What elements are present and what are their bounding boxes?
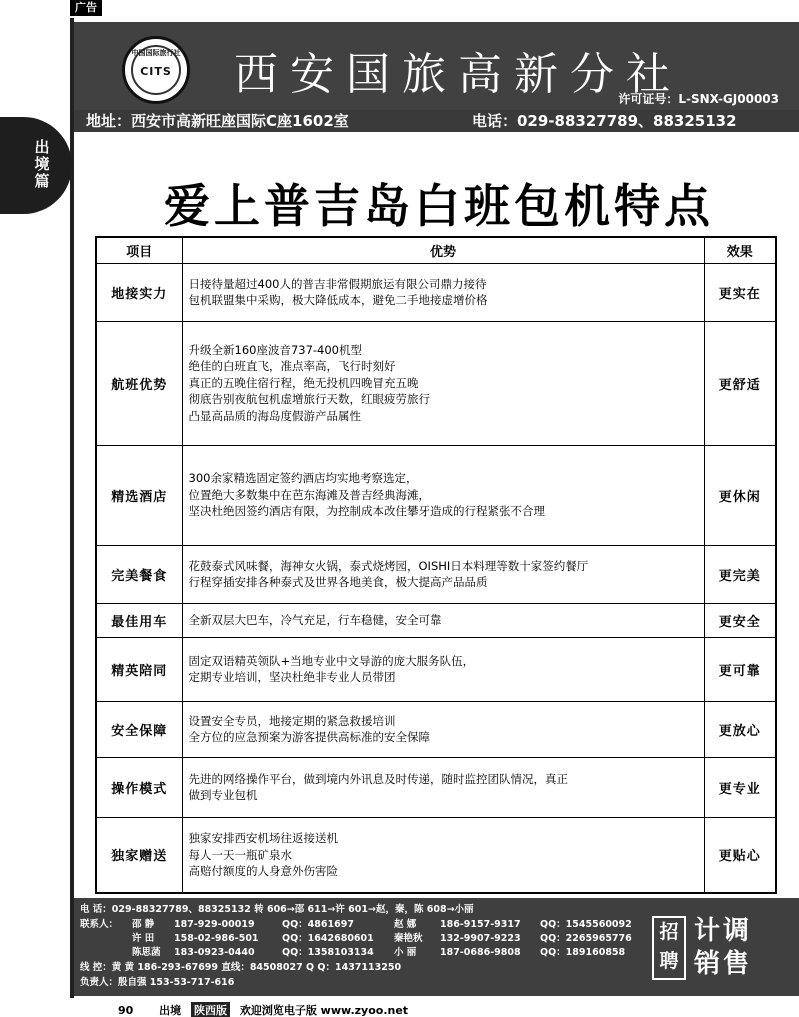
line-control: 线 控：黄 黄 186-293-67699 直线：84508027 Q Q：1437113250 — [80, 962, 402, 973]
edition-badge: 陕西版 — [191, 1002, 230, 1017]
advantage-line: 彻底告别夜航包机虚增旅行天数，红眼疲劳旅行 — [188, 392, 430, 407]
contact-qq: QQ：1545560092 — [540, 919, 632, 930]
advantage-line: 先进的网络操作平台，做到境内外讯息及时传递，随时监控团队情况，真正 — [188, 771, 568, 786]
advantage-line: 真正的五晚住宿行程，绝无投机四晚冒充五晚 — [188, 375, 419, 390]
advantage-line: 独家安排西安机场往返接送机 — [188, 831, 338, 845]
advantage-line: 绝佳的白班直飞，准点率高，飞行时刻好 — [188, 359, 396, 374]
cits-logo-icon — [122, 36, 190, 104]
contact-mobile: 187-0686-9808 — [440, 947, 521, 958]
row-result: 更贴心 — [704, 817, 776, 893]
table-row — [96, 757, 776, 817]
table-row — [96, 445, 776, 545]
row-result: 更放心 — [704, 701, 776, 757]
contact-mobile: 186-9157-9317 — [440, 919, 521, 930]
row-result: 更完美 — [704, 545, 776, 603]
row-advantage — [182, 545, 704, 603]
ad-tag: 广告 — [70, 0, 102, 16]
table-row — [96, 263, 776, 321]
page-title: 爱上普吉岛白班包机特点 — [164, 179, 714, 233]
recruit-char: 聘 — [659, 950, 679, 972]
row-advantage — [182, 757, 704, 817]
contact-mobile: 183-0923-0440 — [174, 947, 255, 958]
row-advantage — [182, 701, 704, 757]
contact-footer — [74, 898, 799, 996]
contact-qq: QQ：4861697 — [282, 919, 354, 930]
contact-qq: QQ：1642680601 — [282, 933, 374, 944]
row-result: 更实在 — [704, 263, 776, 321]
row-item: 独家赠送 — [96, 817, 182, 893]
advantage-line: 全方位的应急预案为游客提供高标准的安全保障 — [188, 730, 430, 744]
advantage-line: 行程穿插安排各种泰式及世界各地美食，极大提高产品品质 — [188, 575, 488, 589]
logo-cits-text: CITS — [140, 65, 172, 78]
row-item: 地接实力 — [96, 263, 182, 321]
contact-name: 小 丽 — [394, 947, 417, 958]
section-side-tab — [0, 117, 72, 214]
row-advantage — [182, 263, 704, 321]
page-number: 90 — [118, 1004, 134, 1017]
row-item: 最佳用车 — [96, 603, 182, 637]
row-item: 安全保障 — [96, 701, 182, 757]
license-number: 许可证号：L-SNX-GJ00003 — [618, 92, 779, 106]
table-row — [96, 701, 776, 757]
table-row — [96, 637, 776, 701]
contact-qq: QQ：1358103134 — [282, 947, 374, 958]
row-result: 更休闲 — [704, 445, 776, 545]
row-advantage — [182, 603, 704, 637]
recruit-badge — [652, 916, 686, 980]
recruit-positions — [694, 915, 794, 981]
row-advantage — [182, 321, 704, 445]
company-phone: 电话：029-88327789、88325132 — [472, 112, 737, 130]
section-side-tab-label: 出境篇 — [34, 138, 50, 190]
table-row — [96, 603, 776, 637]
website-slogan[interactable]: 欢迎浏览电子版 www.zyoo.net — [239, 1004, 409, 1017]
row-result: 更专业 — [704, 757, 776, 817]
table-row — [96, 817, 776, 893]
row-item: 精选酒店 — [96, 445, 182, 545]
table-row — [96, 545, 776, 603]
address-bar — [74, 110, 799, 132]
company-header — [74, 22, 799, 110]
company-name: 西安国旅高新分社 — [234, 49, 682, 100]
column-header-result: 效果 — [704, 237, 776, 263]
contact-qq: QQ：2265965776 — [540, 933, 632, 944]
contacts-label: 联系人： — [80, 919, 119, 930]
row-item: 操作模式 — [96, 757, 182, 817]
row-result: 更安全 — [704, 603, 776, 637]
row-advantage — [182, 637, 704, 701]
company-address: 地址：西安市高新旺座国际C座1602室 — [86, 112, 349, 130]
row-advantage — [182, 445, 704, 545]
advantage-line: 花鼓泰式风味餐，海神女火锅，泰式烧烤园，OISHI日本料理等数十家签约餐厅 — [188, 558, 589, 573]
advantage-line: 设置安全专员，地接定期的紧急救援培训 — [188, 713, 396, 728]
manager: 负责人：殷自强 153-53-717-616 — [80, 977, 235, 988]
advantage-line: 凸显高品质的海岛度假游产品属性 — [188, 408, 361, 423]
advantage-line: 每人一天一瓶矿泉水 — [188, 847, 292, 862]
advantage-line: 包机联盟集中采购，极大降低成本，避免二手地接虚增价格 — [188, 293, 488, 307]
contact-name: 邵 静 — [132, 919, 155, 930]
row-result: 更可靠 — [704, 637, 776, 701]
recruit-position: 计调 — [694, 916, 753, 946]
advantage-line: 全新双层大巴车，冷气充足，行车稳健，安全可靠 — [188, 612, 442, 627]
advantage-line: 做到专业包机 — [188, 788, 258, 802]
row-advantage — [182, 817, 704, 893]
advantage-line: 日接待量超过400人的普吉非常假期旅运有限公司鼎力接待 — [188, 276, 487, 291]
table-header-row — [96, 237, 776, 263]
advantage-line: 位置绝大多数集中在芭东海滩及普吉经典海滩， — [188, 487, 430, 502]
recruit-char: 招 — [659, 921, 679, 943]
contact-name: 许 田 — [132, 933, 155, 944]
row-item: 航班优势 — [96, 321, 182, 445]
contact-mobile: 187-929-00019 — [174, 919, 255, 930]
advantage-line: 升级全新160座波音737-400机型 — [188, 342, 362, 357]
contact-name: 秦艳秋 — [394, 933, 423, 944]
footer-phone-line: 电 话：029-88327789、88325132 转 606→邵 611→许 601→赵，秦，陈 608→小丽 — [80, 904, 474, 915]
column-header-item: 项目 — [96, 237, 182, 263]
column-header-advantage: 优势 — [182, 237, 704, 263]
recruit-position: 销售 — [694, 949, 753, 979]
advantage-line: 坚决杜绝因签约酒店有限，为控制成本改住攀牙造成的行程紧张不合理 — [188, 504, 545, 519]
advantage-line: 固定双语精英领队+当地专业中文导游的庞大服务队伍， — [188, 653, 475, 668]
page-section: 出境 — [159, 1004, 182, 1017]
contact-qq: QQ：189160858 — [540, 947, 626, 958]
advantage-line: 300余家精选固定签约酒店均实地考察选定， — [188, 471, 418, 486]
advantage-line: 定期专业培训，坚决杜绝非专业人员带团 — [188, 670, 396, 684]
advantage-line: 高赔付额度的人身意外伤害险 — [188, 864, 338, 878]
features-table — [95, 236, 777, 894]
contact-name: 赵 娜 — [394, 919, 417, 930]
contact-name: 陈思菡 — [132, 947, 161, 958]
logo-arc-text: 中国国际旅行社 — [131, 49, 181, 57]
row-item: 完美餐食 — [96, 545, 182, 603]
row-item: 精英陪同 — [96, 637, 182, 701]
contact-mobile: 132-9907-9223 — [440, 933, 521, 944]
row-result: 更舒适 — [704, 321, 776, 445]
table-row — [96, 321, 776, 445]
contact-mobile: 158-02-986-501 — [174, 933, 259, 944]
page-footer — [118, 1002, 408, 1017]
